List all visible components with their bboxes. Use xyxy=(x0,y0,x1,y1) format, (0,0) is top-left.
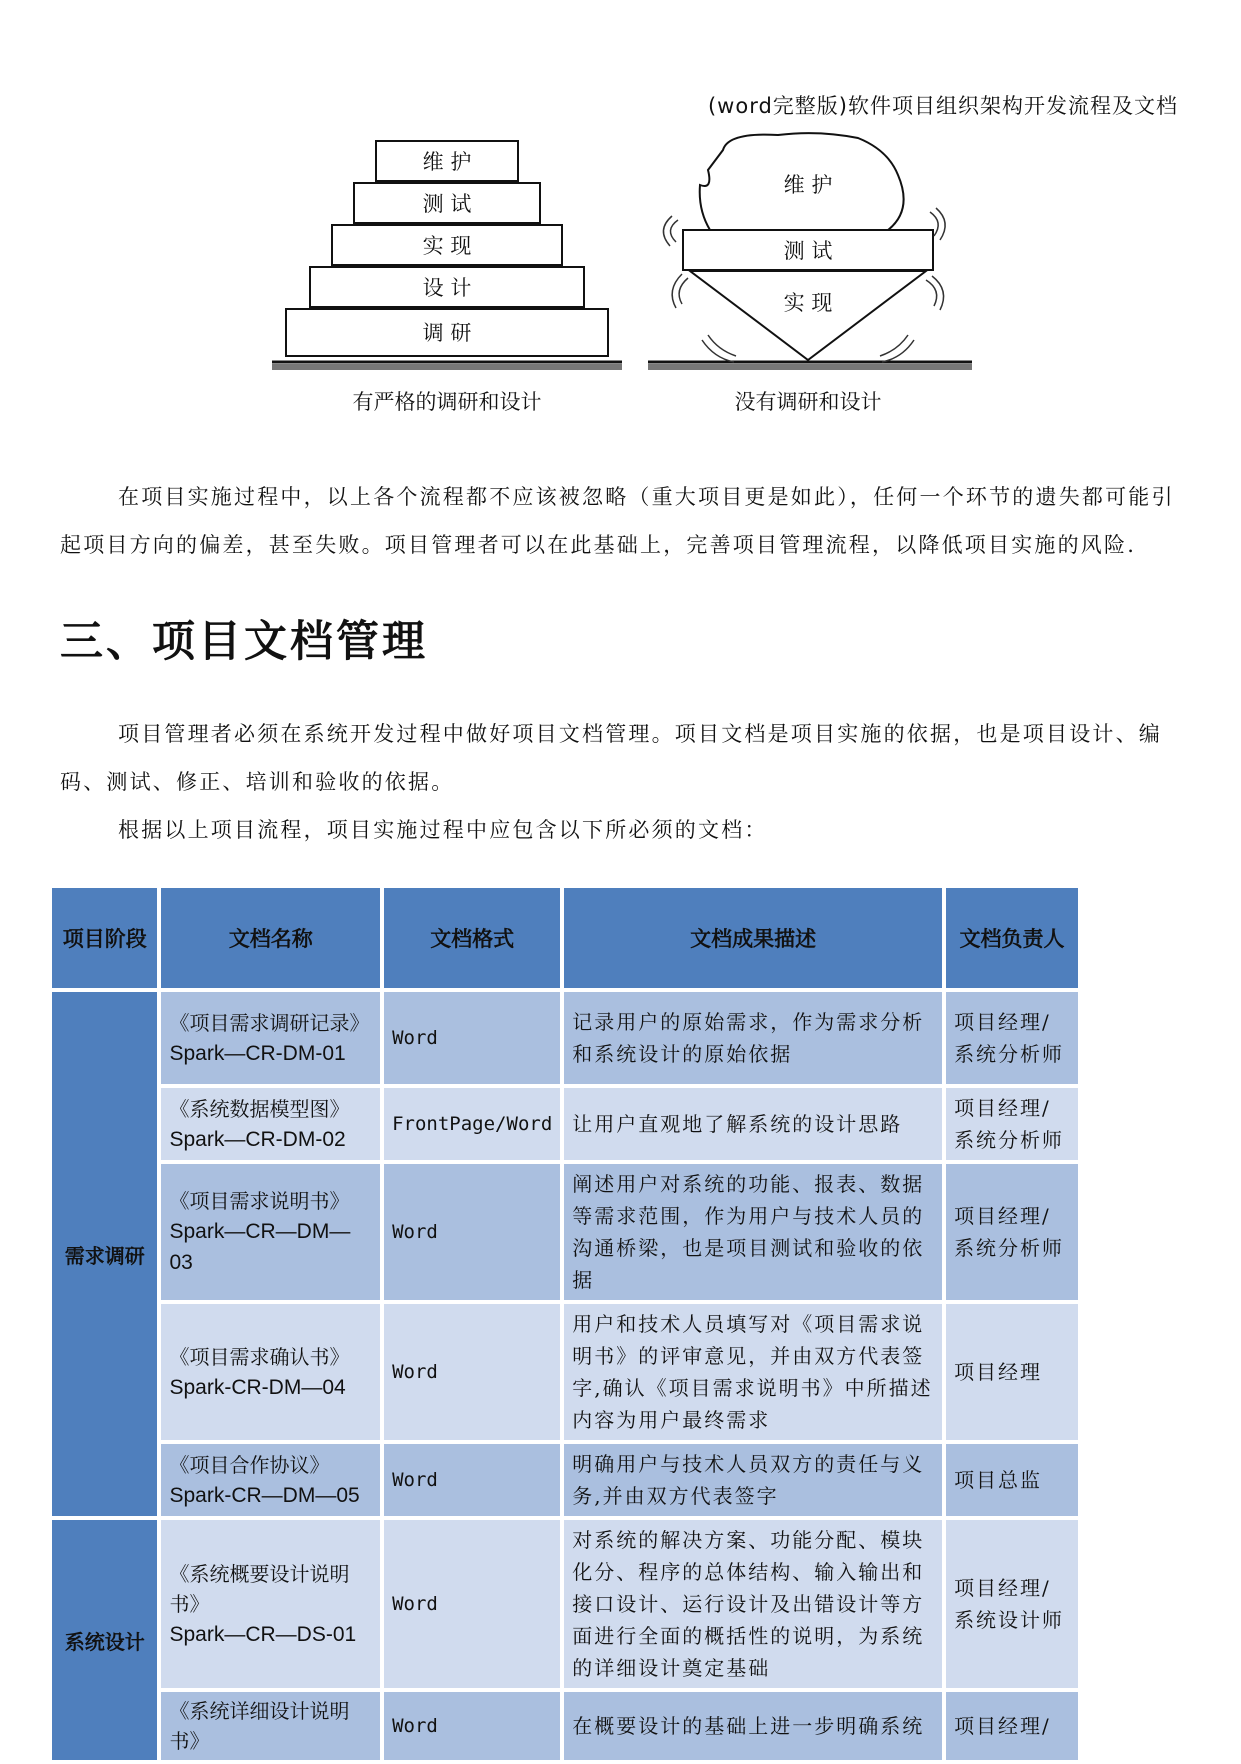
iceberg-test-label: 测 试 xyxy=(783,239,833,263)
doc-name-cell xyxy=(161,1692,380,1760)
doc-name: 《系统数据模型图》 xyxy=(169,1096,350,1121)
table-row xyxy=(52,1088,1078,1160)
doc-description: 让用户直观地了解系统的设计思路 xyxy=(564,1088,942,1160)
doc-name: 《项目需求说明书》 xyxy=(169,1189,350,1213)
doc-description: 记录用户的原始需求，作为需求分析和系统设计的原始依据 xyxy=(564,992,942,1084)
doc-name-cell xyxy=(161,1444,380,1516)
paragraph-intro xyxy=(60,806,1180,854)
phase-system-design: 系统设计 xyxy=(52,1520,157,1760)
header-format: 文档格式 xyxy=(384,888,560,988)
page-header: (word完整版)软件项目组织架构开发流程及文档 xyxy=(707,94,1178,118)
doc-name-cell xyxy=(161,1304,380,1440)
paragraph-intro-text: 根据以上项目流程，项目实施过程中应包含以下所必须的文档： xyxy=(118,818,768,842)
doc-owner: 项目经理 xyxy=(946,1304,1078,1440)
doc-code: Spark—CR—DS-01 xyxy=(169,1622,357,1646)
phase-requirements: 需求调研 xyxy=(52,992,157,1516)
layer-design-label: 设 计 xyxy=(422,276,472,300)
doc-name: 《系统概要设计说明书》 xyxy=(169,1561,350,1616)
doc-format: Word xyxy=(384,992,560,1084)
doc-format: FrontPage/Word xyxy=(384,1088,560,1160)
doc-name-cell xyxy=(161,992,380,1084)
doc-format: Word xyxy=(384,1304,560,1440)
table-header-row xyxy=(52,888,1078,988)
paragraph-doc-management-text: 项目管理者必须在系统开发过程中做好项目文档管理。项目文档是项目实施的依据，也是项目设计、编码、测试、修正、培训和验收的依据。 xyxy=(60,722,1162,794)
layer-research-label: 调 研 xyxy=(422,321,472,345)
doc-code: Spark—CR—DM—03 xyxy=(169,1220,351,1274)
layer-maintain-label: 维 护 xyxy=(422,150,472,174)
right-caption: 没有调研和设计 xyxy=(734,390,882,414)
doc-description: 在概要设计的基础上进一步明确系统 xyxy=(564,1692,942,1760)
doc-owner: 项目总监 xyxy=(946,1444,1078,1516)
doc-code: Spark—CR-DM-01 xyxy=(169,1041,346,1065)
doc-owner: 项目经理/系统分析师 xyxy=(946,992,1078,1084)
table-row xyxy=(52,1692,1078,1760)
doc-description: 对系统的解决方案、功能分配、模块化分、程序的总体结构、输入输出和接口设计、运行设计及出错设计等方面进行全面的概括性的说明，为系统的详细设计奠定基础 xyxy=(564,1520,942,1688)
doc-name-cell xyxy=(161,1520,380,1688)
doc-name-cell xyxy=(161,1164,380,1300)
iceberg-implement-label: 实 现 xyxy=(783,291,833,315)
documents-table xyxy=(48,884,1082,1764)
doc-name: 《项目合作协议》 xyxy=(169,1452,330,1477)
doc-name: 《系统详细设计说明书》 xyxy=(169,1699,350,1753)
doc-format: Word xyxy=(384,1164,560,1300)
doc-owner: 项目经理/系统设计师 xyxy=(946,1520,1078,1688)
doc-code: Spark—CR-DM-02 xyxy=(169,1127,346,1151)
table-row xyxy=(52,1444,1078,1516)
layer-implement-label: 实 现 xyxy=(422,234,472,258)
paragraph-doc-management xyxy=(60,710,1180,806)
doc-format: Word xyxy=(384,1520,560,1688)
table-row xyxy=(52,1304,1078,1440)
header-phase: 项目阶段 xyxy=(52,888,157,988)
doc-name: 《项目需求确认书》 xyxy=(169,1344,350,1369)
pyramid-vs-iceberg-diagram xyxy=(258,130,988,430)
doc-description: 用户和技术人员填写对《项目需求说明书》的评审意见，并由双方代表签字,确认《项目需求说明书》中所描述内容为用户最终需求 xyxy=(564,1304,942,1440)
header-description: 文档成果描述 xyxy=(564,888,942,988)
header-owner: 文档负责人 xyxy=(946,888,1078,988)
doc-owner: 项目经理/系统分析师 xyxy=(946,1164,1078,1300)
doc-name-cell xyxy=(161,1088,380,1160)
process-diagram xyxy=(258,130,988,430)
layer-test-label: 测 试 xyxy=(422,192,472,216)
doc-owner: 项目经理/系统分析师 xyxy=(946,1088,1078,1160)
table-row xyxy=(52,992,1078,1084)
doc-format: Word xyxy=(384,1444,560,1516)
doc-description: 明确用户与技术人员双方的责任与义务,并由双方代表签字 xyxy=(564,1444,942,1516)
left-caption: 有严格的调研和设计 xyxy=(352,390,542,414)
doc-owner: 项目经理/ xyxy=(946,1692,1078,1760)
section-heading: 三、项目文档管理 xyxy=(60,617,428,667)
table-row xyxy=(52,1164,1078,1300)
doc-format: Word xyxy=(384,1692,560,1760)
doc-code: Spark-CR—DM—05 xyxy=(169,1483,360,1507)
iceberg-maintain-label: 维 护 xyxy=(783,173,833,197)
doc-code: Spark-CR-DM—04 xyxy=(169,1375,346,1399)
doc-name: 《项目需求调研记录》 xyxy=(169,1010,370,1035)
doc-description: 阐述用户对系统的功能、报表、数据等需求范围，作为用户与技术人员的沟通桥梁，也是项目测试和验收的依据 xyxy=(564,1164,942,1300)
paragraph-process xyxy=(60,473,1180,569)
header-doc-name: 文档名称 xyxy=(161,888,380,988)
table-row xyxy=(52,1520,1078,1688)
paragraph-process-text: 在项目实施过程中，以上各个流程都不应该被忽略（重大项目更是如此），任何一个环节的遗失都可能引起项目方向的偏差，甚至失败。项目管理者可以在此基础上，完善项目管理流程，以降低项目实施的风险. xyxy=(60,485,1175,557)
